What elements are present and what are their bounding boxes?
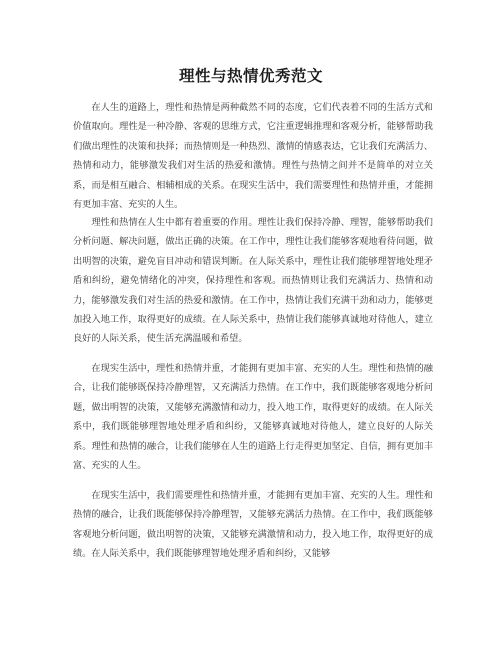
document-title: 理性与热情优秀范文 <box>178 67 323 85</box>
paragraph-1: 在人生的道路上，理性和热情是两种截然不同的态度，它们代表着不同的生活方式和价值取向。理性是一种冷静、客观的思维方式，它注重逻辑推理和客观分析，能够帮助我们做出理性的决策和抉择；而热情则是一种热烈、激情的情感表达，它让我们充满活力、热情和动力，能够激发我们对生活的热爱和激情。理性与热情之间并不是简单的对立关系，而是相互融合、相辅相成的关系。在现实生活中，我们需要理性和热情并重，才能拥有更加丰富、充实的人生。 <box>73 102 433 211</box>
paragraph-2: 理性和热情在人生中都有着重要的作用。理性让我们保持冷静、理智，能够帮助我们分析问题、解决问题，做出正确的决策。在工作中，理性让我们能够客观地看待问题，做出明智的决策，避免盲目冲动和错误判断。在人际关系中，理性让我们能够理智地处理矛盾和纠纷，避免情绪化的冲突，保持理性和客观。而热情则让我们充满活力、热情和动力，能够激发我们对生活的热爱和激情。在工作中，热情让我们充满干劲和动力，能够更加投入地工作，取得更好的成绩。在人际关系中，热情让我们能够真诚地对待他人，建立良好的人际关系，使生活充满温暖和希望。 <box>73 217 433 345</box>
paragraph-4: 在现实生活中，我们需要理性和热情并重，才能拥有更加丰富、充实的人生。理性和热情的融合，让我们既能够保持冷静理智，又能够充满活力热情。在工作中，我们既能够客观地分析问题，做出明智的决策，又能够充满激情和动力，投入地工作，取得更好的成绩。在人际关系中，我们既能够理智地处理矛盾和纠纷，又能够 <box>73 490 433 560</box>
paragraph-3: 在现实生活中，理性和热情并重，才能拥有更加丰富、充实的人生。理性和热情的融合，让我们能够既保持冷静理智，又充满活力热情。在工作中，我们既能够客观地分析问题，做出明智的决策，又能够充满激情和动力，投入地工作，取得更好的成绩。在人际关系中，我们既能够理智地处理矛盾和纠纷，又能够真诚地对待他人，建立良好的人际关系。理性和热情的融合，让我们能够在人生的道路上行走得更加坚定、自信，拥有更加丰富、充实的人生。 <box>73 363 433 472</box>
